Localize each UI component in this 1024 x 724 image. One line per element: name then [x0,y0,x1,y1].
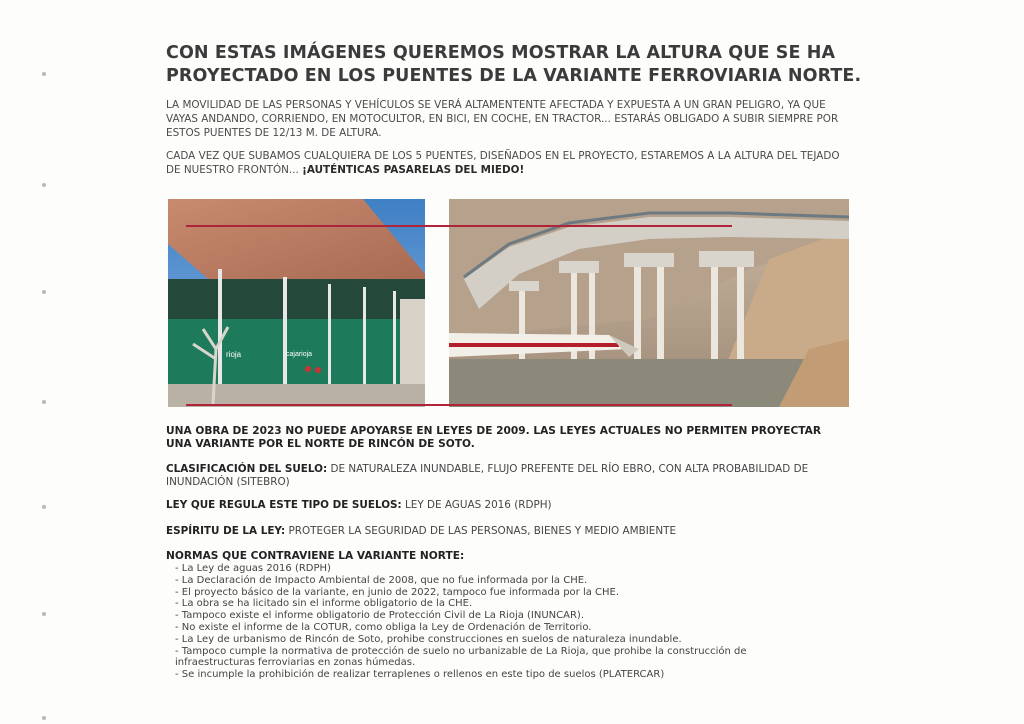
list-item: - No existe el informe de la COTUR, como obliga la Ley de Ordenación de Territorio. [175,621,592,633]
list-item: - Tampoco cumple la normativa de protección de suelo no urbanizable de La Rioja, que prohibe la construcción de infraestructuras ferroviarias en zonas húmedas. [175,645,747,669]
clasificacion-suelo [166,463,826,489]
cajarioja-sign-text: cajarioja [286,351,313,358]
second-paragraph-emphasis: ¡AUTÉNTICAS PASARELAS DEL MIEDO! [302,164,525,176]
punch-hole [42,183,46,187]
second-paragraph-text: CADA VEZ QUE SUBAMOS CUALQUIERA DE LOS 5 PUENTES, DISEÑADOS EN EL PROYECTO, ESTAREMOS A LA ALTURA DEL TEJADO DE NUESTRO FRONTÓN... [166,150,840,176]
punch-hole [42,716,46,720]
normas-list [175,563,815,681]
punch-hole [42,505,46,509]
ley-value: LEY DE AGUAS 2016 (RDPH) [405,499,552,511]
page-title: CON ESTAS IMÁGENES QUEREMOS MOSTRAR LA ALTURA QUE SE HA PROYECTADO EN LOS PUENTES DE LA VARIANTE FERROVIARIA NORTE. [166,43,862,86]
intro-paragraph: LA MOVILIDAD DE LAS PERSONAS Y VEHÍCULOS SE VERÁ ALTAMENTENTE AFECTADA Y EXPUESTA A UN GRAN PELIGRO, YA QUE VAYAS ANDANDO, CORRIENDO, EN MOTOCULTOR, EN BICI, EN COCHE, EN TRACTOR... ESTARÁS OBLIGADO A SUBIR SIEMPRE POR ESTOS PUENTES DE 12/13 M. DE ALTURA. [166,99,839,139]
obra-statement: UNA OBRA DE 2023 NO PUEDE APOYARSE EN LEYES DE 2009. LAS LEYES ACTUALES NO PERMITEN PROYECTAR UNA VARIANTE POR EL NORTE DE RINCÓN DE SOTO. [166,425,822,450]
list-item: - La Ley de urbanismo de Rincón de Soto, prohibe construcciones en suelos de naturaleza inundable. [175,633,682,645]
second-paragraph [166,149,856,177]
fronton-photo [168,199,425,407]
espiritu-value: PROTEGER LA SEGURIDAD DE LAS PERSONAS, BIENES Y MEDIO AMBIENTE [288,525,677,537]
punch-hole [42,612,46,616]
list-item: - La obra se ha licitado sin el informe obligatorio de la CHE. [175,598,473,610]
punch-hole [42,72,46,76]
punch-hole [42,290,46,294]
ley-regula [166,499,826,512]
list-item: - La Ley de aguas 2016 (RDPH) [175,563,331,574]
normas-heading: NORMAS QUE CONTRAVIENE LA VARIANTE NORTE: [166,550,465,562]
list-item: - Tampoco existe el informe obligatorio de Protección Civil de La Rioja (INUNCAR). [175,610,585,622]
list-item: - La Declaración de Impacto Ambiental de 2008, que no fue informada por la CHE. [175,574,588,586]
clasificacion-label: CLASIFICACIÓN DEL SUELO: [166,463,328,475]
rioja-sign-text: rioja [226,350,242,359]
ground-level-line [186,404,732,406]
roof-height-line [186,225,732,227]
bridge-photo [449,199,849,407]
espiritu-ley [166,525,826,538]
list-item: - Se incumple la prohibición de realizar terraplenes o rellenos en este tipo de suelos (PLATERCAR) [175,669,665,681]
ley-label: LEY QUE REGULA ESTE TIPO DE SUELOS: [166,499,402,511]
list-item: - El proyecto básico de la variante, en junio de 2022, tampoco fue informada por la CHE. [175,586,620,598]
punch-hole [42,400,46,404]
clasificacion-value: DE NATURALEZA INUNDABLE, FLUJO PREFENTE DEL RÍO EBRO, CON ALTA PROBABILIDAD DE INUNDACIÓN (SITEBRO) [166,463,809,488]
espiritu-label: ESPÍRITU DE LA LEY: [166,525,286,537]
